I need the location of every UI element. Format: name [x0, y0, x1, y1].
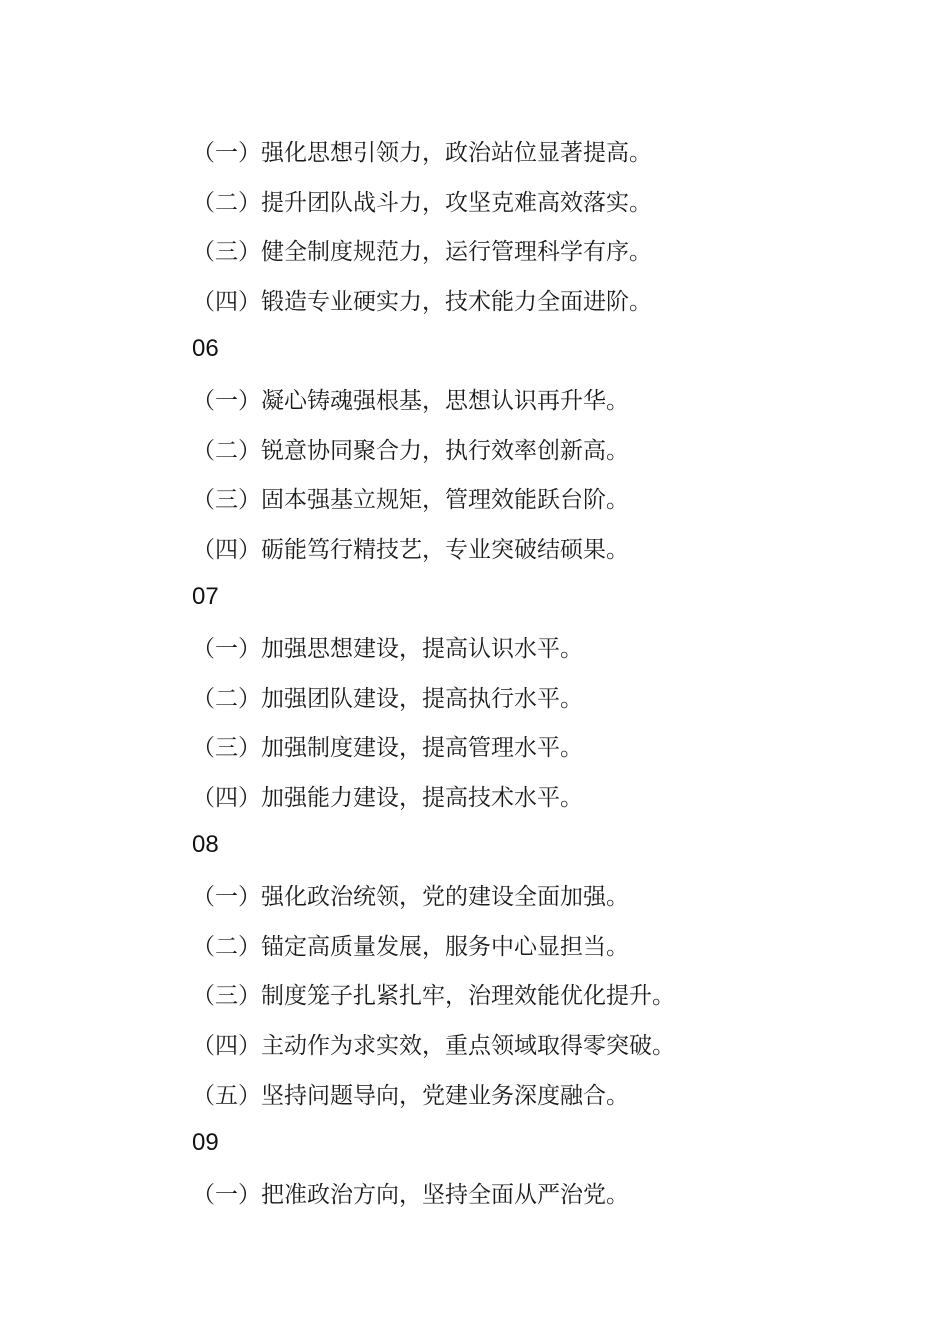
list-item: （三）制度笼子扎紧扎牢，治理效能优化提升。 [192, 983, 675, 1009]
list-item: （四）主动作为求实效，重点领域取得零突破。 [192, 1032, 675, 1058]
list-item: （四）砺能笃行精技艺，专业突破结硕果。 [192, 537, 629, 563]
list-item: （二）加强团队建设，提高执行水平。 [192, 685, 583, 711]
list-item: （四）加强能力建设，提高技术水平。 [192, 785, 583, 811]
section-number: 06 [192, 335, 219, 363]
list-item: （三）加强制度建设，提高管理水平。 [192, 735, 583, 761]
list-item: （一）强化政治统领，党的建设全面加强。 [192, 884, 629, 910]
list-item: （三）健全制度规范力，运行管理科学有序。 [192, 239, 652, 265]
list-item: （二）锚定高质量发展，服务中心显担当。 [192, 933, 629, 959]
section-number: 07 [192, 583, 219, 611]
list-item: （三）固本强基立规矩，管理效能跃台阶。 [192, 487, 629, 513]
list-item: （二）锐意协同聚合力，执行效率创新高。 [192, 437, 629, 463]
list-item: （一）凝心铸魂强根基，思想认识再升华。 [192, 388, 629, 414]
section-number: 09 [192, 1128, 219, 1156]
section-number: 08 [192, 831, 219, 859]
list-item: （一）强化思想引领力，政治站位显著提高。 [192, 140, 652, 166]
list-item: （一）加强思想建设，提高认识水平。 [192, 636, 583, 662]
list-item: （四）锻造专业硬实力，技术能力全面进阶。 [192, 289, 652, 315]
list-item: （二）提升团队战斗力，攻坚克难高效落实。 [192, 189, 652, 215]
list-item: （一）把准政治方向，坚持全面从严治党。 [192, 1181, 629, 1207]
list-item: （五）坚持问题导向，党建业务深度融合。 [192, 1082, 629, 1108]
